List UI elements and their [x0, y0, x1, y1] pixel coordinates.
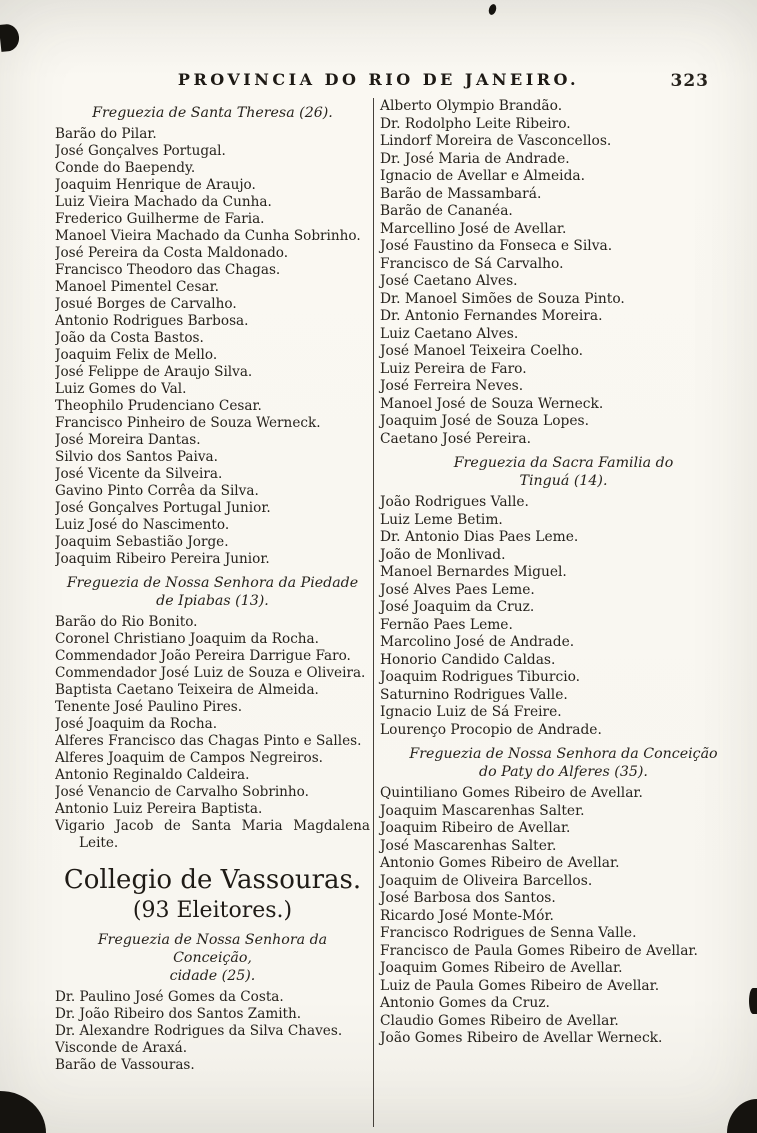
elector-name: João Rodrigues Valle.	[380, 494, 529, 510]
elector-name: Theophilo Prudenciano Cesar.	[55, 398, 262, 414]
elector-name: Baptista Caetano Teixeira de Almeida.	[55, 682, 319, 698]
elector-name: Dr. Manoel Simões de Souza Pinto.	[380, 290, 625, 307]
heading-line: Freguezia de Nossa Senhora da Piedade	[66, 575, 359, 591]
elector-name: Josué Borges de Carvalho.	[55, 296, 237, 312]
elector-name: Ignacio de Avellar e Almeida.	[380, 168, 586, 184]
elector-name: José Ferreira Neves.	[380, 378, 524, 394]
right-column	[373, 98, 747, 1127]
elector-name: Luiz José do Nascimento.	[55, 517, 230, 533]
heading-line: Tinguá (14).	[519, 473, 608, 489]
elector-name: Joaquim José de Souza Lopes.	[380, 413, 589, 429]
elector-name: Alferes Francisco das Chagas Pinto e Salles.	[55, 733, 362, 749]
elector-name: Conde do Baependy.	[55, 160, 196, 176]
elector-name: Visconde de Araxá.	[55, 1040, 188, 1056]
elector-name: José Alves Paes Leme.	[380, 581, 535, 598]
elector-name: José Moreira Dantas.	[55, 432, 201, 448]
page-number: 323	[670, 71, 709, 91]
elector-name: Barão de Vassouras.	[55, 1057, 195, 1073]
elector-name: Barão de Cananéa.	[380, 203, 513, 219]
elector-name: Dr. João Ribeiro dos Santos Zamith.	[55, 1006, 302, 1022]
elector-name: Alferes Joaquim de Campos Negreiros.	[55, 750, 323, 766]
heading-line: de Ipiabas (13).	[156, 593, 269, 609]
elector-name: José Pereira da Costa Maldonado.	[55, 245, 289, 261]
elector-name: José Barbosa dos Santos.	[380, 890, 556, 906]
elector-name: José Joaquim da Rocha.	[55, 716, 218, 732]
elector-name-list	[380, 98, 747, 448]
elector-name: Ignacio Luiz de Sá Freire.	[380, 704, 562, 720]
elector-name: Barão do Pilar.	[55, 126, 157, 142]
elector-name: Antonio Rodrigues Barbosa.	[55, 313, 249, 329]
elector-name: Francisco Pinheiro de Souza Werneck.	[55, 415, 321, 431]
elector-name: Dr. Antonio Dias Paes Leme.	[380, 529, 579, 545]
elector-name: Caetano José Pereira.	[380, 430, 531, 447]
elector-name: Manoel Bernardes Miguel.	[380, 564, 567, 580]
elector-name: José Vicente da Silveira.	[55, 466, 223, 482]
elector-name: Luiz Leme Betim.	[380, 511, 503, 528]
collegio-heading	[55, 865, 370, 925]
freguezia-heading	[384, 745, 743, 781]
elector-name: Francisco de Sá Carvalho.	[380, 255, 564, 272]
elector-name: José Manoel Teixeira Coelho.	[380, 343, 584, 359]
elector-name: Lourenço Procopio de Andrade.	[380, 721, 602, 738]
two-column-body	[55, 98, 747, 1127]
elector-name: Barão de Massambará.	[380, 185, 542, 202]
elector-name: Joaquim Mascarenhas Salter.	[380, 802, 585, 819]
freguezia-heading	[59, 931, 366, 985]
elector-name: Luiz Vieira Machado da Cunha.	[55, 194, 272, 210]
elector-name: José Mascarenhas Salter.	[380, 837, 557, 854]
elector-name: João Gomes Ribeiro de Avellar Werneck.	[380, 1030, 663, 1046]
elector-name: Commendador João Pereira Darrigue Faro.	[55, 648, 351, 664]
elector-name: Dr. Paulino José Gomes da Costa.	[55, 989, 284, 1005]
elector-name: Tenente José Paulino Pires.	[55, 699, 243, 715]
header-title: PROVINCIA DO RIO DE JANEIRO.	[177, 70, 580, 89]
elector-name: Gavino Pinto Corrêa da Silva.	[55, 483, 259, 499]
elector-name: Honorio Candido Caldas.	[380, 651, 556, 668]
heading-line: Freguezia da Sacra Familia do	[453, 455, 674, 471]
elector-name: Antonio Reginaldo Caldeira.	[55, 767, 250, 783]
elector-name: Luiz Caetano Alves.	[380, 325, 519, 342]
elector-name: Joaquim Rodrigues Tiburcio.	[380, 669, 581, 685]
elector-name: Joaquim Felix de Mello.	[55, 347, 218, 363]
elector-name: Claudio Gomes Ribeiro de Avellar.	[380, 1012, 619, 1029]
elector-name: Joaquim Sebastião Jorge.	[55, 534, 229, 550]
elector-name: Marcellino José de Avellar.	[380, 220, 567, 237]
elector-name: José Faustino da Fonseca e Silva.	[380, 238, 613, 254]
elector-name: Silvio dos Santos Paiva.	[55, 449, 218, 465]
elector-name: José Venancio de Carvalho Sobrinho.	[55, 784, 309, 800]
elector-name: José Gonçalves Portugal Junior.	[55, 500, 271, 516]
elector-name: Frederico Guilherme de Faria.	[55, 211, 265, 227]
elector-name: Coronel Christiano Joaquim da Rocha.	[55, 631, 319, 647]
elector-name: Antonio Luiz Pereira Baptista.	[55, 801, 263, 817]
elector-name: Francisco Rodrigues de Senna Valle.	[380, 925, 637, 941]
elector-name: Joaquim de Oliveira Barcellos.	[380, 872, 593, 889]
freguezia-heading	[384, 454, 743, 490]
heading-line: cidade (25).	[169, 968, 256, 984]
heading-line: (93 Eleitores.)	[132, 898, 293, 923]
elector-name: Vigario Jacob de Santa Maria Magdalena Leite.	[55, 818, 370, 851]
elector-name: Joaquim Ribeiro Pereira Junior.	[55, 551, 270, 567]
elector-name: Antonio Gomes Ribeiro de Avellar.	[380, 855, 620, 871]
elector-name: Joaquim Ribeiro de Avellar.	[380, 820, 571, 836]
elector-name: Luiz de Paula Gomes Ribeiro de Avellar.	[380, 977, 660, 994]
elector-name: Lindorf Moreira de Vasconcellos.	[380, 133, 612, 149]
heading-line: Freguezia de Nossa Senhora da Conceição,	[97, 932, 328, 966]
page-header	[0, 70, 757, 89]
elector-name: Dr. Antonio Fernandes Moreira.	[380, 308, 603, 324]
elector-name: Dr. Alexandre Rodrigues da Silva Chaves.	[55, 1023, 343, 1039]
elector-name: João de Monlivad.	[380, 546, 506, 563]
scan-artifact-right-edge	[749, 988, 757, 1014]
elector-name: Manoel José de Souza Werneck.	[380, 395, 604, 412]
elector-name: Fernão Paes Leme.	[380, 616, 513, 633]
heading-line: Freguezia de Santa Theresa (26).	[92, 105, 333, 121]
elector-name: Manoel Pimentel Cesar.	[55, 279, 219, 295]
elector-name-list	[55, 614, 370, 852]
left-column	[55, 98, 373, 1127]
elector-name: Joaquim Henrique de Araujo.	[55, 177, 256, 193]
elector-name: Dr. Rodolpho Leite Ribeiro.	[380, 115, 571, 132]
elector-name: Marcolino José de Andrade.	[380, 634, 575, 650]
elector-name: Francisco de Paula Gomes Ribeiro de Avellar.	[380, 942, 698, 959]
elector-name: Luiz Gomes do Val.	[55, 381, 187, 397]
elector-name: José Felippe de Araujo Silva.	[55, 364, 253, 380]
elector-name: Commendador José Luiz de Souza e Oliveira.	[55, 665, 366, 681]
elector-name: Alberto Olympio Brandão.	[380, 98, 563, 114]
elector-name: Manoel Vieira Machado da Cunha Sobrinho.	[55, 228, 361, 244]
scan-artifact-top-left	[0, 23, 20, 52]
elector-name: José Gonçalves Portugal.	[55, 143, 226, 159]
elector-name: Joaquim Gomes Ribeiro de Avellar.	[380, 960, 623, 976]
elector-name-list	[380, 494, 747, 739]
elector-name-list	[380, 785, 747, 1048]
elector-name-list	[55, 989, 370, 1074]
elector-name: Luiz Pereira de Faro.	[380, 360, 527, 377]
elector-name: Francisco Theodoro das Chagas.	[55, 262, 281, 278]
scan-artifact-top-dot	[487, 3, 497, 16]
elector-name-list	[55, 126, 370, 568]
elector-name: Ricardo José Monte-Mór.	[380, 907, 554, 924]
heading-line: Collegio de Vassouras.	[63, 865, 362, 895]
elector-name: Saturnino Rodrigues Valle.	[380, 686, 568, 703]
elector-name: Antonio Gomes da Cruz.	[380, 995, 550, 1011]
heading-line: do Paty do Alferes (35).	[479, 764, 648, 780]
elector-name: João da Costa Bastos.	[55, 330, 204, 346]
elector-name: Quintiliano Gomes Ribeiro de Avellar.	[380, 785, 643, 801]
heading-line: Freguezia de Nossa Senhora da Conceição	[409, 746, 718, 762]
freguezia-heading	[59, 574, 366, 610]
elector-name: Barão do Rio Bonito.	[55, 614, 198, 630]
scan-artifact-bottom-left	[0, 1091, 46, 1133]
freguezia-heading	[59, 104, 366, 122]
elector-name: José Joaquim da Cruz.	[380, 599, 535, 615]
elector-name: José Caetano Alves.	[380, 273, 518, 289]
elector-name: Dr. José Maria de Andrade.	[380, 150, 570, 167]
